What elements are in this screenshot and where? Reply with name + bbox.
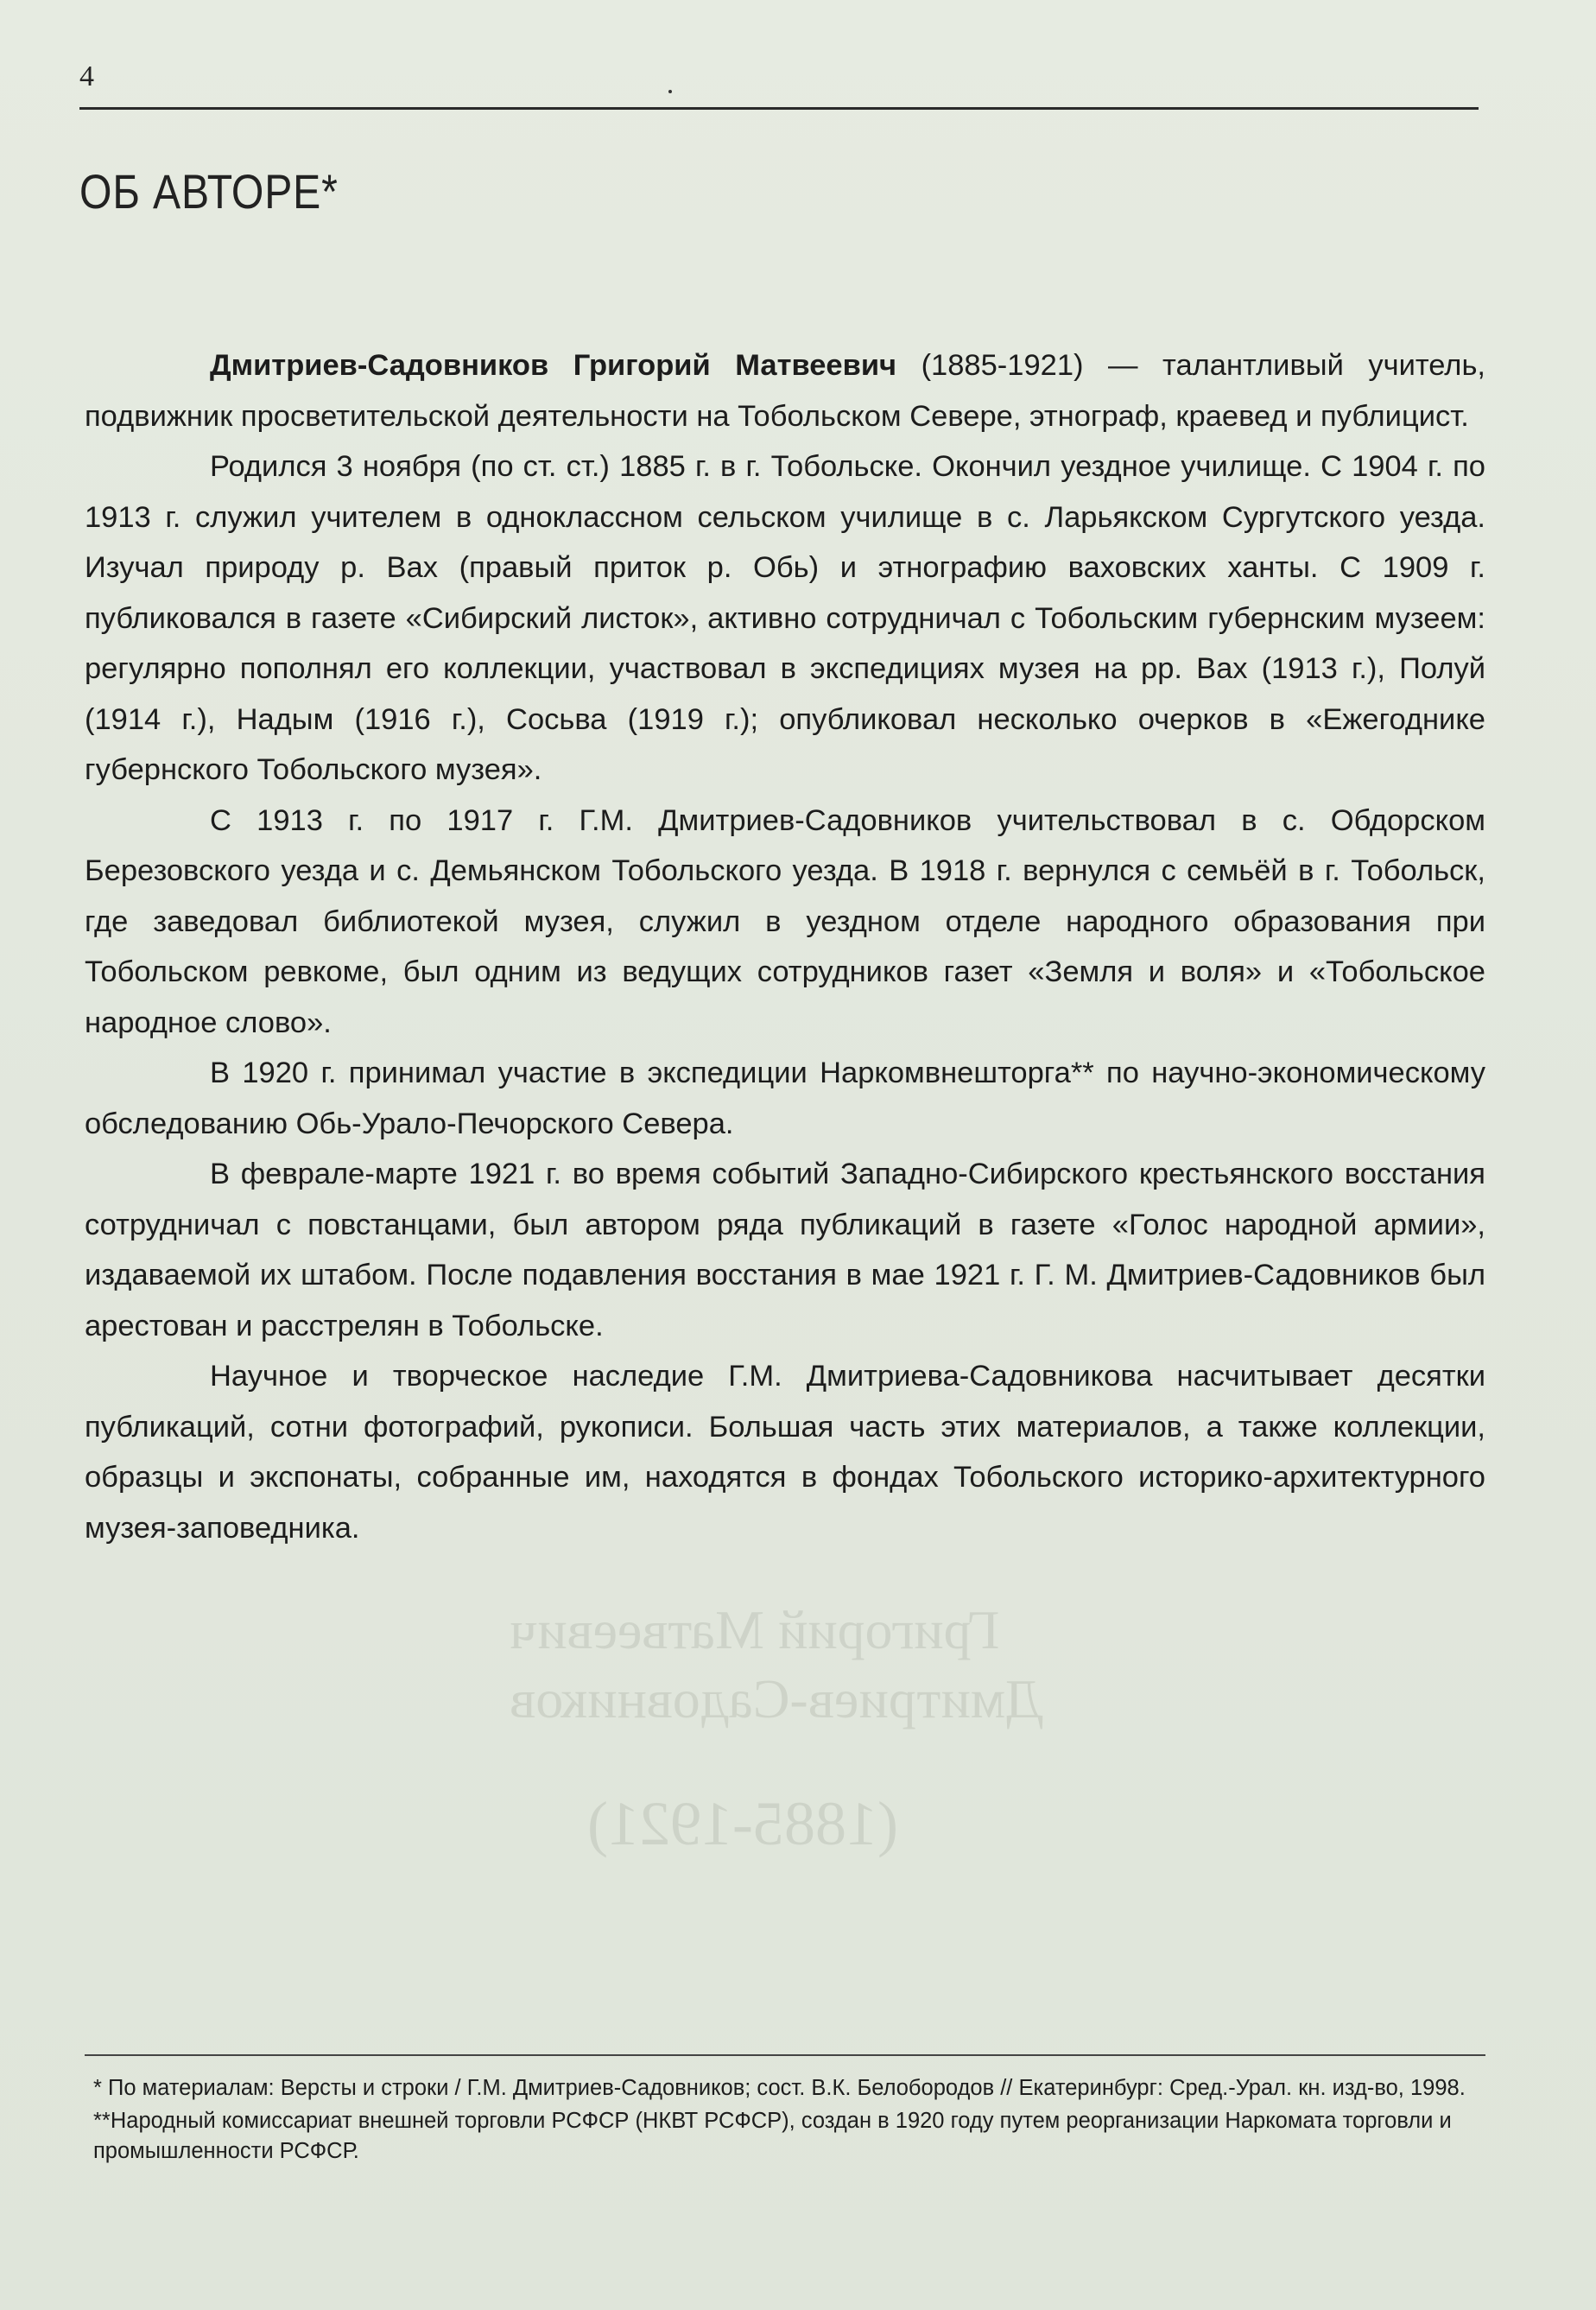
header-mark bbox=[668, 90, 672, 93]
page-number: 4 bbox=[79, 60, 94, 92]
show-through-decoration: Григорий Матвеевич bbox=[510, 1599, 1000, 1660]
paragraph-intro bbox=[85, 340, 1485, 441]
paragraph-career: С 1913 г. по 1917 г. Г.М. Дмитриев-Садовников учительствовал в с. Обдорском Березовского уезда и с. Демьянском Тобольского уезда. В 1918 г. вернулся с семьёй в г. Тобольск, где заведовал библиотекой музея, служил в уездном отделе народного образования при Тобольском ревкоме, был одним из ведущих сотрудников газет «Земля и воля» и «Тобольское народное слово». bbox=[85, 803, 1485, 1039]
header-rule bbox=[79, 107, 1479, 110]
paragraph-expedition: В 1920 г. принимал участие в экспедиции Наркомвнешторга** по научно-экономическому обследованию Обь-Урало-Печорского Севера. bbox=[85, 1057, 1485, 1140]
paragraph-legacy: Научное и творческое наследие Г.М. Дмитриева-Садовникова насчитывает десятки публикаций, сотни фотографий, рукописи. Большая часть этих материалов, а также коллекции, образцы и экспонаты, собранные им, находятся в фондах Тобольского историко-архитектурного музея-заповедника. bbox=[85, 1360, 1485, 1545]
paragraph-uprising: В феврале-марте 1921 г. во время событий Западно-Сибирского крестьянского восстания сотрудничал с повстанцами, был автором ряда публикаций в газете «Голос народной армии», издаваемой их штабом. После подавления восстания в мае 1921 г. Г. М. Дмитриев-Садовников был арестован и расстрелян в Тобольске. bbox=[85, 1158, 1485, 1342]
footnotes bbox=[93, 2073, 1485, 2169]
paragraph-birth: Родился 3 ноября (по ст. ст.) 1885 г. в г. Тобольске. Окончил уездное училище. С 1904 г. по 1913 г. служил учителем в одноклассном сельском училище в с. Ларьякском Сургутского уезда. Изучал природу р. Вах (правый приток р. Обь) и этнографию ваховских ханты. С 1909 г. публиковался в газете «Сибирский листок», активно сотрудничал с Тобольским губернским музеем: регулярно пополнял его коллекции, участвовал в экспедициях музея на рр. Вах (1913 г.), Полуй (1914 г.), Надым (1916 г.), Сосьва (1919 г.); опубликовал несколько очерков в «Ежегоднике губернского Тобольского музея». bbox=[85, 450, 1485, 786]
author-name: Дмитриев-Садовников Григорий Матвеевич bbox=[210, 349, 897, 382]
footnote-2: **Народный комиссариат внешней торговли РСФСР (НКВТ РСФСР), создан в 1920 году путем реорганизации Наркомата торговли и промышленности РСФСР. bbox=[93, 2109, 1452, 2163]
footnote-1: * По материалам: Версты и строки / Г.М. Дмитриев-Садовников; сост. В.К. Белобородов // Екатеринбург: Сред.-Урал. кн. изд-во, 1998. bbox=[93, 2076, 1466, 2100]
show-through-decoration: Дмитриев-Садовников bbox=[510, 1668, 1043, 1729]
section-title: ОБ АВТОРЕ* bbox=[79, 164, 339, 219]
show-through-decoration: (1885-1921) bbox=[587, 1789, 898, 1858]
footnote-rule bbox=[85, 2054, 1485, 2056]
intro-text: (1885-1921) — талантливый учитель, подвижник просветительской деятельности на Тобольском Севере, этнограф, краевед и публицист. bbox=[85, 349, 1485, 433]
article-body bbox=[85, 340, 1485, 1553]
